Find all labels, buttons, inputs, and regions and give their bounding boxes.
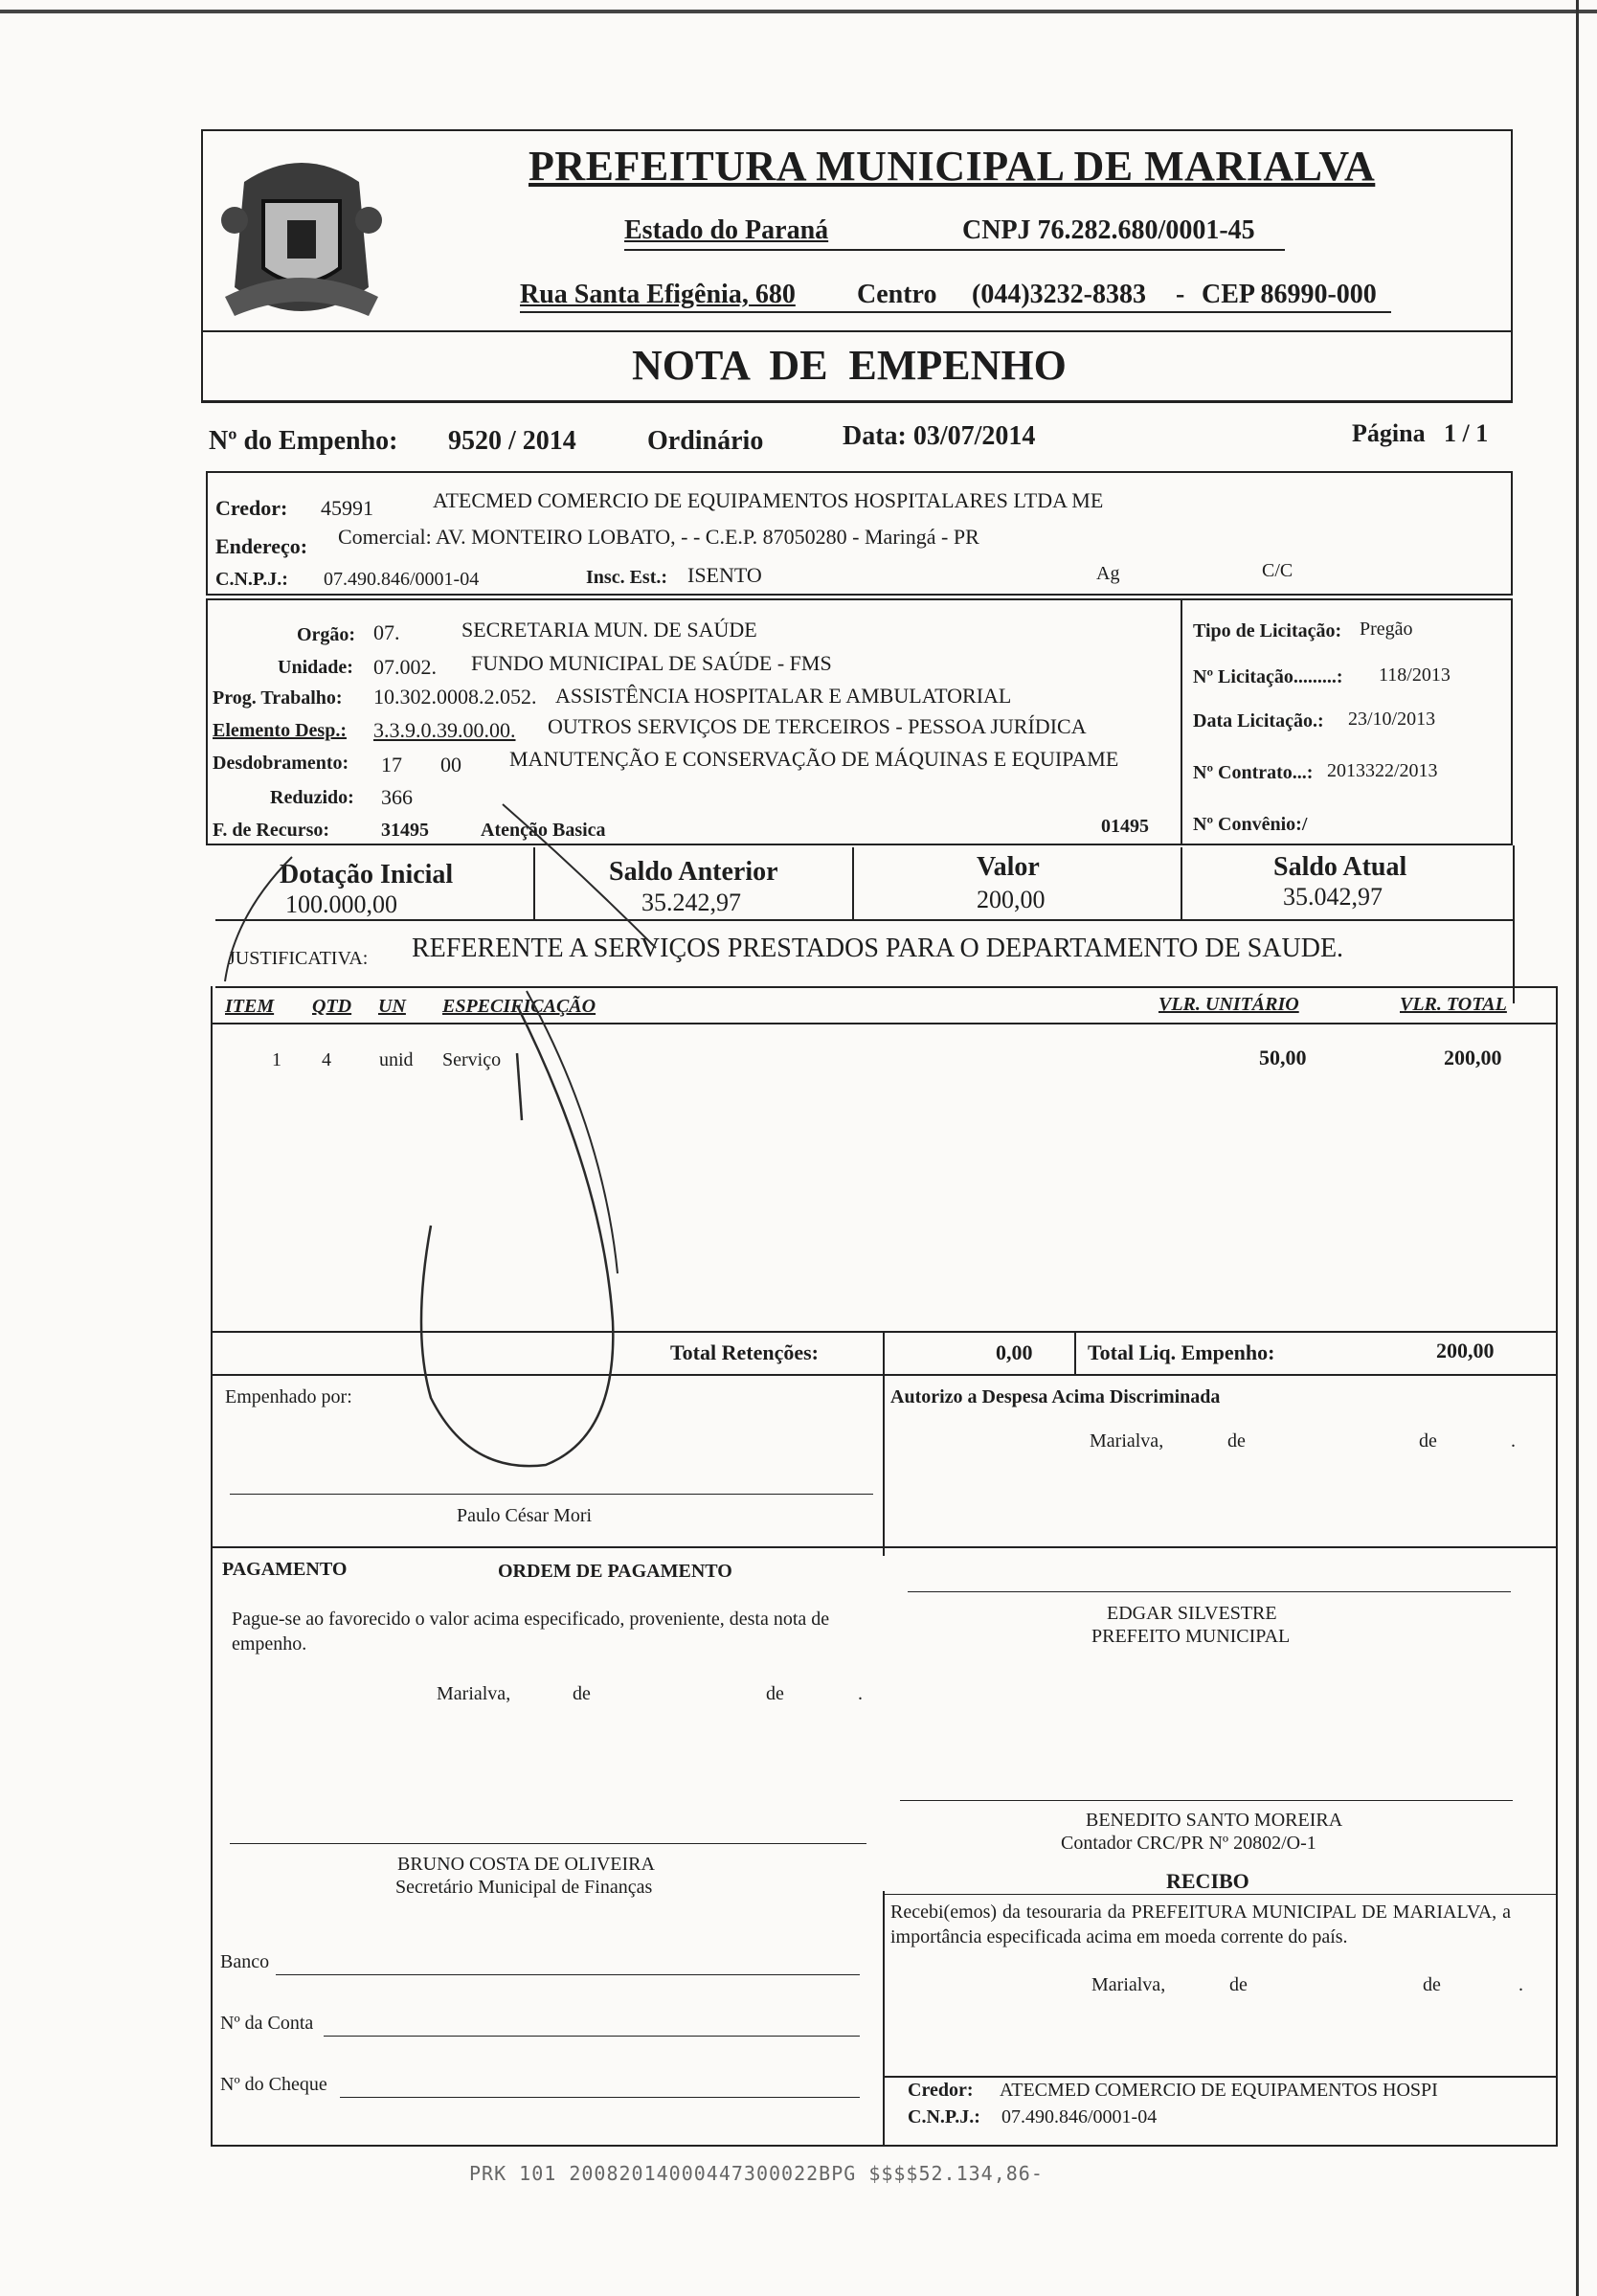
recurso-code: 31495 xyxy=(381,820,429,841)
row-un: unid xyxy=(379,1049,414,1070)
col-spec: ESPECIFICAÇÃO xyxy=(442,996,596,1017)
col-un: UN xyxy=(378,996,406,1017)
values-div-3 xyxy=(1181,847,1182,919)
contrato-label: Nº Contrato...: xyxy=(1193,762,1314,783)
row-qtd: 4 xyxy=(322,1049,331,1070)
recurso-label: F. de Recurso: xyxy=(213,820,330,841)
ie-label: Insc. Est.: xyxy=(586,567,668,588)
autorizo-label: Autorizo a Despesa Acima Discriminada xyxy=(890,1386,1221,1407)
saldo-anterior-label: Saldo Anterior xyxy=(609,857,778,887)
frame-left xyxy=(211,986,213,2145)
address-underline xyxy=(520,311,1391,313)
recibo-label: RECIBO xyxy=(1166,1869,1249,1893)
contador-name: BENEDITO SANTO MOREIRA xyxy=(1086,1810,1343,1831)
licitacao-data-label: Data Licitação.: xyxy=(1193,710,1324,732)
header-title: PREFEITURA MUNICIPAL DE MARIALVA xyxy=(529,143,1376,190)
header-phone: (044)3232-8383 xyxy=(972,280,1146,309)
ag-label: Ag xyxy=(1096,563,1120,584)
recibo-line xyxy=(883,1894,1556,1895)
banco-label: Banco xyxy=(220,1951,270,1972)
conta-label: Nº da Conta xyxy=(220,2013,314,2034)
licitacao-data: 23/10/2013 xyxy=(1348,709,1436,730)
cc-label: C/C xyxy=(1262,560,1293,581)
row-total: 200,00 xyxy=(1444,1046,1502,1069)
totals-div-1 xyxy=(883,1331,885,1374)
col-total: VLR. TOTAL xyxy=(1400,994,1507,1015)
address-label: Endereço: xyxy=(215,534,308,558)
scan-edge-right xyxy=(1576,0,1579,2296)
header-divider xyxy=(201,330,1513,332)
unidade-code: 07.002. xyxy=(373,655,437,679)
signature-left-arc xyxy=(215,847,302,991)
desdobramento-b: 00 xyxy=(440,753,461,777)
tipo-licitacao-label: Tipo de Licitação: xyxy=(1193,620,1342,642)
ordem-pagamento-label: ORDEM DE PAGAMENTO xyxy=(498,1561,732,1582)
prefeito-sign-line xyxy=(908,1591,1511,1592)
row-item: 1 xyxy=(272,1049,281,1070)
valor-value: 200,00 xyxy=(977,886,1046,913)
contador-title: Contador CRC/PR Nº 20802/O-1 xyxy=(1061,1833,1316,1854)
values-bottom-line xyxy=(215,919,1513,921)
convenio-label: Nº Convênio:/ xyxy=(1193,814,1308,835)
credor-footer-top xyxy=(883,2076,1556,2078)
secretario-name: BRUNO COSTA DE OLIVEIRA xyxy=(397,1854,655,1875)
contrato-value: 2013322/2013 xyxy=(1327,760,1438,781)
liq-value: 200,00 xyxy=(1436,1339,1495,1362)
retencoes-value: 0,00 xyxy=(996,1340,1033,1364)
pague-city: Marialva, xyxy=(437,1683,511,1704)
recibo-de-2: de xyxy=(1423,1974,1441,1995)
header-sep: - xyxy=(1176,280,1185,309)
autorizo-dot: . xyxy=(1511,1430,1516,1452)
dotacao-inicial-label: Dotação Inicial xyxy=(280,860,454,889)
empenhado-por-label: Empenhado por: xyxy=(225,1386,352,1407)
autorizo-de-2: de xyxy=(1419,1430,1437,1452)
justificativa-label: JUSTIFICATIVA: xyxy=(228,948,369,969)
licitacao-num: 118/2013 xyxy=(1379,664,1451,686)
frame-right xyxy=(1556,986,1558,2145)
header-address: Rua Santa Efigênia, 680 xyxy=(520,280,796,309)
conta-line xyxy=(324,2036,860,2037)
empenho-number-label: Nº do Empenho: xyxy=(209,426,398,456)
handwritten-signature xyxy=(412,986,632,1484)
pagamento-label: PAGAMENTO xyxy=(222,1559,348,1580)
saldo-atual-value: 35.042,97 xyxy=(1283,883,1383,911)
credor-address: Comercial: AV. MONTEIRO LOBATO, - - C.E.P. 87050280 - Maringá - PR xyxy=(338,525,979,549)
frame-bottom xyxy=(211,2145,1558,2147)
recibo-de-1: de xyxy=(1229,1974,1248,1995)
col-item: ITEM xyxy=(225,996,275,1017)
header-cnpj: CNPJ 76.282.680/0001-45 xyxy=(962,215,1255,245)
prefeito-name: EDGAR SILVESTRE xyxy=(1107,1603,1277,1624)
reduzido-label: Reduzido: xyxy=(270,787,354,808)
footer-credor-label: Credor: xyxy=(908,2080,974,2101)
saldo-atual-label: Saldo Atual xyxy=(1273,852,1407,882)
liq-label: Total Liq. Empenho: xyxy=(1088,1340,1275,1364)
pague-de-2: de xyxy=(766,1683,784,1704)
signature-diagonal xyxy=(493,795,665,957)
recibo-city: Marialva, xyxy=(1091,1974,1166,1995)
recurso-number: 01495 xyxy=(1101,816,1149,837)
desdobramento-label: Desdobramento: xyxy=(213,753,349,774)
signatures-divider xyxy=(883,1374,885,1556)
row-unit-price: 50,00 xyxy=(1259,1046,1307,1069)
totals-div-2 xyxy=(1074,1331,1076,1374)
valor-label: Valor xyxy=(977,852,1040,882)
credor-ie: ISENTO xyxy=(687,563,762,587)
coat-of-arms-emblem xyxy=(206,144,397,335)
document-title: NOTA DE EMPENHO xyxy=(632,342,1067,389)
emp-sign-line xyxy=(230,1494,873,1495)
dotacao-inicial-value: 100.000,00 xyxy=(285,890,397,918)
credor-code: 45991 xyxy=(321,496,373,520)
elemento-name: OUTROS SERVIÇOS DE TERCEIROS - PESSOA JURÍDICA xyxy=(548,714,1087,738)
cheque-line xyxy=(340,2097,860,2098)
bank-stamp: PRK 101 20082014000447300022BPG $$$$52.134,86- xyxy=(469,2162,1044,2185)
credor-cnpj: 07.490.846/0001-04 xyxy=(324,569,480,590)
retencoes-label: Total Retenções: xyxy=(670,1340,819,1364)
licitacao-divider xyxy=(1181,598,1182,845)
orgao-code: 07. xyxy=(373,620,400,644)
prog-name: ASSISTÊNCIA HOSPITALAR E AMBULATORIAL xyxy=(555,684,1012,708)
scan-edge-top xyxy=(0,10,1597,13)
elemento-code: 3.3.9.0.39.00.00. xyxy=(373,718,516,742)
header-state: Estado do Paraná xyxy=(624,215,829,245)
justificativa-text: REFERENTE A SERVIÇOS PRESTADOS PARA O DEPARTAMENTO DE SAUDE. xyxy=(412,934,1344,963)
prefeito-title: PREFEITO MUNICIPAL xyxy=(1091,1626,1291,1647)
tipo-licitacao: Pregão xyxy=(1360,619,1413,640)
licitacao-num-label: Nº Licitação.........: xyxy=(1193,666,1343,687)
footer-cnpj: 07.490.846/0001-04 xyxy=(1001,2106,1158,2127)
col-qtd: QTD xyxy=(312,996,352,1017)
header-cep: CEP 86990-000 xyxy=(1202,280,1377,309)
col-unit-price: VLR. UNITÁRIO xyxy=(1158,994,1299,1015)
banco-line xyxy=(276,1974,860,1975)
prog-code: 10.302.0008.2.052. xyxy=(373,685,537,709)
pague-dot: . xyxy=(858,1683,863,1704)
orgao-name: SECRETARIA MUN. DE SAÚDE xyxy=(461,618,757,642)
header-district: Centro xyxy=(857,280,937,309)
recibo-divider xyxy=(883,1891,885,2145)
unidade-name: FUNDO MUNICIPAL DE SAÚDE - FMS xyxy=(471,651,832,675)
footer-credor-name: ATECMED COMERCIO DE EQUIPAMENTOS HOSPI xyxy=(1000,2080,1438,2101)
empenhador-name: Paulo César Mori xyxy=(457,1505,593,1526)
credor-name: ATECMED COMERCIO DE EQUIPAMENTOS HOSPITALARES LTDA ME xyxy=(433,488,1104,512)
pague-text: Pague-se ao favorecido o valor acima especificado, proveniente, desta nota de empenho. xyxy=(232,1609,830,1654)
secretario-title: Secretário Municipal de Finanças xyxy=(395,1877,653,1898)
credor-label: Credor: xyxy=(215,496,288,520)
page-label: Página xyxy=(1352,419,1426,447)
frame-right-upper xyxy=(1513,845,1515,1003)
elemento-label: Elemento Desp.: xyxy=(213,720,347,741)
empenho-number: 9520 / 2014 xyxy=(448,426,576,456)
saldo-anterior-value: 35.242,97 xyxy=(641,889,741,916)
footer-cnpj-label: C.N.P.J.: xyxy=(908,2106,980,2127)
recibo-text: Recebi(emos) da tesouraria da PREFEITURA MUNICIPAL DE MARIALVA, a importância especificada acima em moeda corrente do país. xyxy=(890,1902,1511,1947)
cnpj-label: C.N.P.J.: xyxy=(215,569,288,590)
header-underline xyxy=(624,249,1285,251)
recurso-name: Atenção Basica xyxy=(481,820,606,841)
desdobramento-name: MANUTENÇÃO E CONSERVAÇÃO DE MÁQUINAS E EQUIPAME xyxy=(509,747,1119,771)
contador-sign-line xyxy=(900,1800,1513,1801)
orgao-label: Orgão: xyxy=(297,624,356,645)
autorizo-city: Marialva, xyxy=(1090,1430,1164,1452)
recibo-dot: . xyxy=(1518,1974,1523,1995)
reduzido-value: 366 xyxy=(381,785,413,809)
autorizo-de-1: de xyxy=(1227,1430,1246,1452)
desdobramento-a: 17 xyxy=(381,753,402,777)
empenho-type: Ordinário xyxy=(647,426,764,456)
page-number: 1 / 1 xyxy=(1444,419,1489,447)
unidade-label: Unidade: xyxy=(278,657,353,678)
secretario-sign-line xyxy=(230,1843,866,1844)
pagamento-top-line xyxy=(211,1546,1556,1548)
values-div-2 xyxy=(852,847,854,919)
pague-de-1: de xyxy=(573,1683,591,1704)
header-divider-2 xyxy=(201,400,1513,403)
row-spec: Serviço xyxy=(442,1049,502,1070)
prog-label: Prog. Trabalho: xyxy=(213,687,343,709)
empenho-date: Data: 03/07/2014 xyxy=(843,421,1036,451)
cheque-label: Nº do Cheque xyxy=(220,2074,327,2095)
